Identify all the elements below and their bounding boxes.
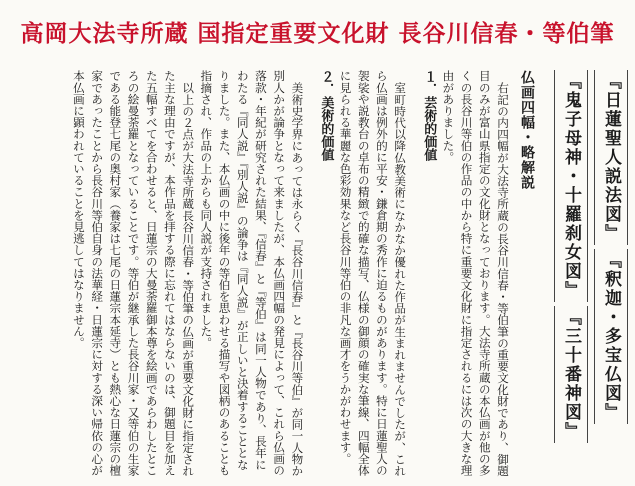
subtitle-artistic-value: １．芸術的価値 bbox=[421, 70, 437, 161]
work-title-3: 『鬼子母神・十羅刹女図』 bbox=[554, 70, 588, 302]
work-title-1: 『日蓮聖人説法図』 bbox=[594, 70, 628, 245]
work-title-4: 『三十番神図』 bbox=[554, 306, 588, 443]
art-history-paragraph: 美術史学界にあっては永らく『長谷川信春』と『長谷川等伯』が同一人物か別人かが論争となって来ましたが、本仏画四幅の発見によって、これら仏画の落款・年紀が研究された結果、『信春』と『等伯』は同一人物であり、長年にわたる『同人説』『別人説』の論争は『同人説』が正しいと決着することとなりました。また、本仏画の中に後年の等伯を思わせる描写や図柄のあることも指摘され、作品の上からも同人説が支持されました。 bbox=[199, 70, 305, 476]
article-body bbox=[6, 70, 628, 478]
page-title: 高岡大法寺所蔵 国指定重要文化財 長谷川信春・等伯筆 bbox=[20, 20, 615, 47]
artistic-value-paragraph: 室町時代以降仏教美術になかなか優れた作品が生まれませんでしたが、これら仏画は例外的に平安・鎌倉期の秀作に迫るものがあります。特に日蓮聖人の袈裟や説教台の卓布の精緻で的確な描写、仏様の御顔の確実な筆線、四幅全体に見られる華麗な色彩効果など長谷川等伯の非凡な画才をうかがわせます。 bbox=[338, 70, 408, 476]
work-title-2: 『釈迦・多宝仏図』 bbox=[594, 249, 628, 424]
section-title: 仏画四幅・略解説 bbox=[519, 70, 535, 190]
conclusion-paragraph: 以上の２点が大法寺所蔵長谷川信春・等伯筆の仏画が重要文化財に指定された主な理由ですが、本作品を拝する際に忘れてはならないのは、御題目を加えた五幅すべてを合わせると、日蓮宗の大曼荼羅御本尊を絵画であらわしたところの絵曼荼羅となっていることです。等伯が継承した長谷川家・又等伯の生家である能登七尾の奥村家（養家は七尾の日蓮宗本延寺）とも熱心な日蓮宗の檀家であったことから長谷川等伯自身の法華経・日蓮宗に対する深い帰依の心が本仏画に顕われていることを見逃してはなりません。 bbox=[71, 70, 196, 476]
subtitle-art-history-value: ２．美術的価値 bbox=[318, 70, 334, 161]
intro-paragraph: 右記の内四幅が大法寺所蔵の長谷川信春・等伯筆の重要文化財であり、御題目のみが富山県指定の文化財となっております。大法寺所蔵の本仏画が他の多くの長谷川等伯の作品の中から特に重要文化財に指定されるには次の大きな理由がありました。 bbox=[441, 70, 510, 476]
